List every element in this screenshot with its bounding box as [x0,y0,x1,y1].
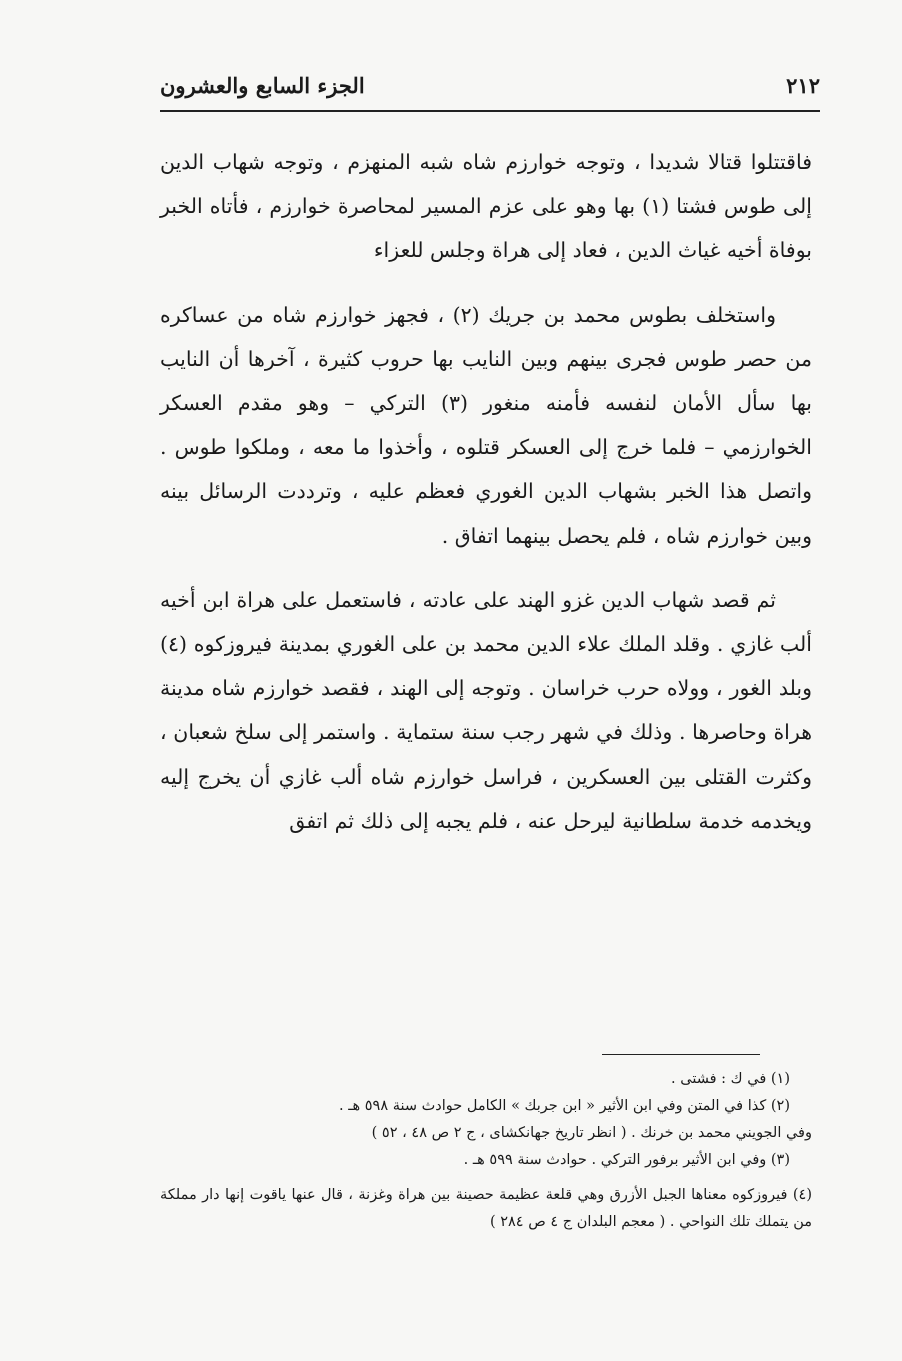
footnote-rule [602,1054,760,1055]
header-rule [160,110,820,112]
footnote-continuation: وفي الجويني محمد بن خرنك . ( انظر تاريخ جهانكشاى ، ج ٢ ص ٤٨ ، ٥٢ ) [371,1125,812,1141]
footnotes [160,1066,812,1236]
running-title: الجزء السابع والعشرون [160,72,365,98]
footnote: (١) في ك : فشتى . [671,1071,790,1087]
footnote: (٣) وفي ابن الأثير برفور التركي . حوادث سنة ٥٩٩ هـ . [463,1152,790,1168]
paragraph: واستخلف بطوس محمد بن جريك (٢) ، فجهز خوارزم شاه من عساكره من حصر طوس فجرى بينهم وبين النايب بها حروب كثيرة ، آخرها أن النايب بها سأل الأمان لنفسه فأمنه منغور (٣) التركي – وهو مقدم العسكر الخوارزمي – فلما خرج إلى العسكر قتلوه ، وأخذوا ما معه ، وملكوا طوس . واتصل هذا الخبر بشهاب الدين الغوري فعظم عليه ، وترددت الرسائل بينه وبين خوارزم شاه ، فلم يحصل بينهما اتفاق . [160,302,812,548]
footnote: (٢) كذا في المتن وفي ابن الأثير « ابن جربك » الكامل حوادث سنة ٥٩٨ هـ . [339,1098,790,1114]
footnote: (٤) فيروزكوه معناها الجبل الأزرق وهي قلعة عظيمة حصينة بين هراة وغزنة ، قال عنها ياقوت إنها دار مملكة من يتملك تلك النواحي . ( معجم البلدان ج ٤ ص ٢٨٤ ) [160,1187,812,1230]
page-header [160,68,820,102]
paragraph: ثم قصد شهاب الدين غزو الهند على عادته ، فاستعمل على هراة ابن أخيه ألب غازي . وقلد الملك علاء الدين محمد بن على الغوري بمدينة فيروزكوه (٤) وبلد الغور ، وولاه حرب خراسان . وتوجه إلى الهند ، فقصد خوارزم شاه مدينة هراة وحاصرها . وذلك في شهر رجب سنة ستماية . واستمر إلى سلخ شعبان ، وكثرت القتلى بين العسكرين ، فراسل خوارزم شاه ألب غازي أن يخرج إليه ويخدمه خدمة سلطانية ليرحل عنه ، فلم يجبه إلى ذلك ثم اتفق [160,587,812,833]
paragraph: فاقتتلوا قتالا شديدا ، وتوجه خوارزم شاه شبه المنهزم ، وتوجه شهاب الدين إلى طوس فشتا (١) بها وهو على عزم المسير لمحاصرة خوارزم ، فأتاه الخبر بوفاة أخيه غياث الدين ، فعاد إلى هراة وجلس للعزاء [160,150,812,263]
page-number: ٢١٢ [786,72,820,98]
main-text [160,140,812,843]
